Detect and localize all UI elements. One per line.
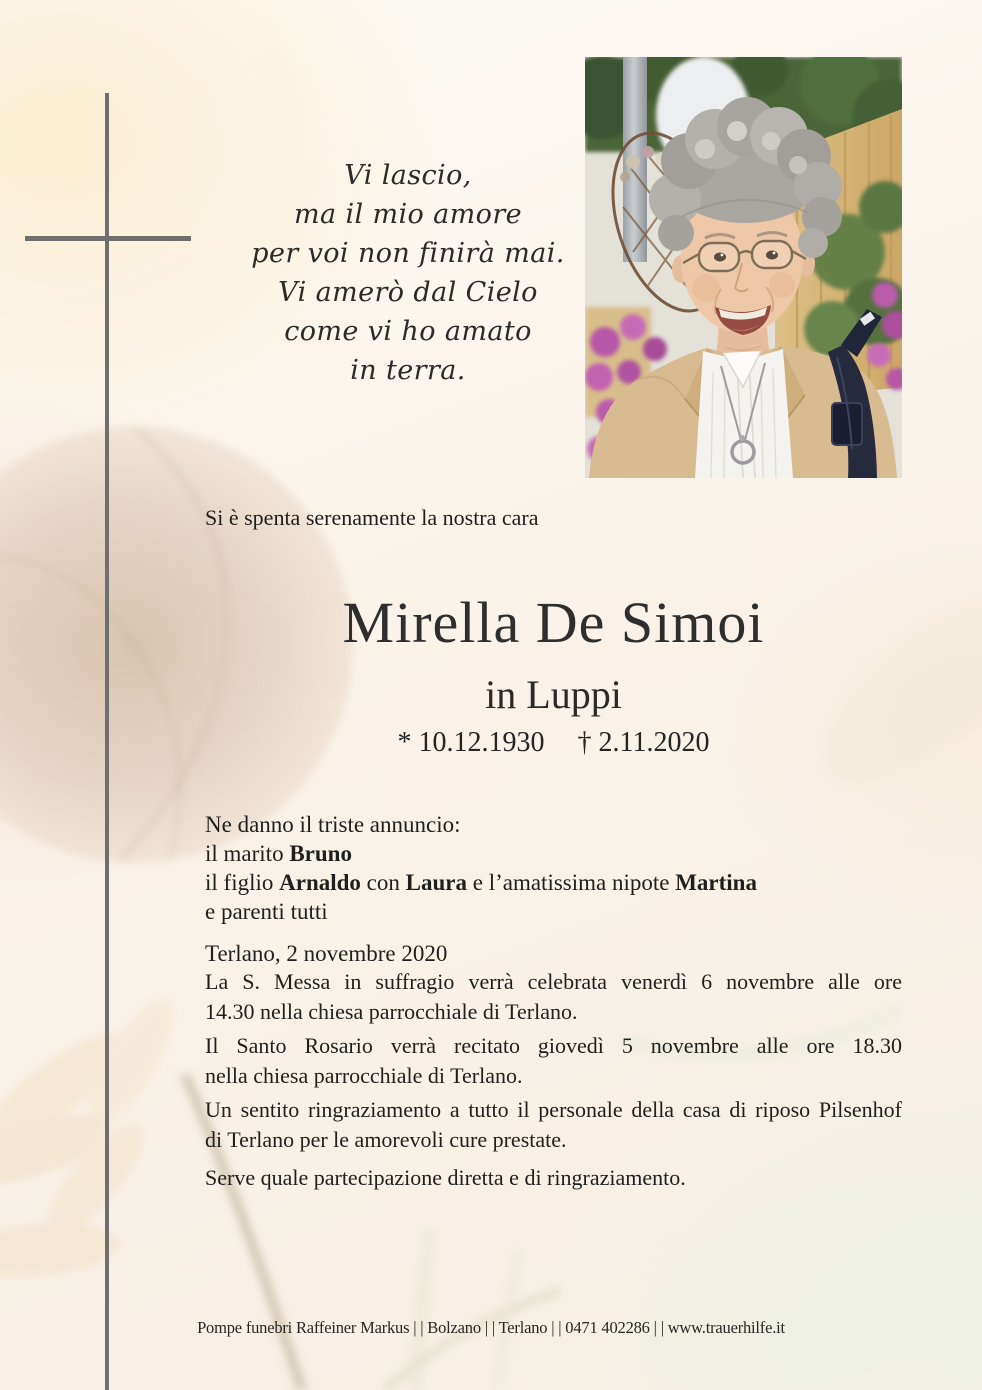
niece-name: Martina <box>675 870 757 895</box>
funeral-home-footer: Pompe funebri Raffeiner Markus | | Bolzano | | Terlano | | 0471 402286 | | www.trauerhilfe.it <box>197 1318 785 1337</box>
place-date-line: Terlano, 2 novembre 2020 <box>205 941 448 966</box>
with-word: con <box>360 870 406 895</box>
announcement-heading: Ne danno il triste annuncio: <box>205 812 461 837</box>
mass-paragraph <box>205 967 902 1027</box>
daughter-in-law-name: Laura <box>405 870 467 895</box>
portrait-photo <box>585 57 902 478</box>
thanks-paragraph <box>205 1095 902 1155</box>
poem-line: in terra. <box>350 355 466 386</box>
paragraph-line: Il Santo Rosario verrà recitato giovedì 5 novembre alle ore 18.30 <box>205 1033 902 1058</box>
poem-line: ma il mio amore <box>293 199 523 230</box>
life-dates <box>205 727 902 759</box>
death-date: † 2.11.2020 <box>577 727 710 758</box>
poem-line: come vi ho amato <box>284 316 532 347</box>
ceremony-details <box>205 967 902 1197</box>
son-name: Arnaldo <box>279 870 361 895</box>
paragraph-line: Serve quale partecipazione diretta e di ringraziamento. <box>205 1165 686 1190</box>
sunflower-petals <box>0 988 188 1283</box>
farewell-poem <box>208 156 608 390</box>
intro-line: Si è spenta serenamente la nostra cara <box>205 505 539 530</box>
memorial-cross-horizontal-bar <box>25 236 191 241</box>
husband-line <box>205 839 902 868</box>
poem-line: Vi amerò dal Cielo <box>278 277 538 308</box>
participation-paragraph <box>205 1163 902 1193</box>
poem-line: Vi lascio, <box>344 160 472 191</box>
paragraph-line: La S. Messa in suffragio verrà celebrata venerdì 6 novembre alle ore <box>205 969 902 994</box>
paragraph-line: Un sentito ringraziamento a tutto il personale della casa di riposo Pilsenhof <box>205 1097 902 1122</box>
husband-prefix: il marito <box>205 841 290 866</box>
son-prefix: il figlio <box>205 870 280 895</box>
white-shirt <box>695 349 793 478</box>
deceased-name: Mirella De Simoi <box>342 590 765 655</box>
paragraph-line: nella chiesa parrocchiale di Terlano. <box>205 1063 523 1088</box>
family-line <box>205 868 902 897</box>
paragraph-line: 14.30 nella chiesa parrocchiale di Terlano. <box>205 999 578 1024</box>
relatives-line: e parenti tutti <box>205 899 328 924</box>
niece-prefix: e l’amatissima nipote <box>466 870 676 895</box>
paragraph-line: di Terlano per le amorevoli cure prestate. <box>205 1127 567 1152</box>
married-name: in Luppi <box>485 672 622 717</box>
memorial-cross-vertical-bar <box>105 93 109 1390</box>
poem-line: per voi non finirà mai. <box>251 238 565 269</box>
birth-date: * 10.12.1930 <box>397 727 545 758</box>
rosary-paragraph <box>205 1031 902 1091</box>
announcement-block <box>205 810 902 968</box>
husband-name: Bruno <box>289 841 352 866</box>
